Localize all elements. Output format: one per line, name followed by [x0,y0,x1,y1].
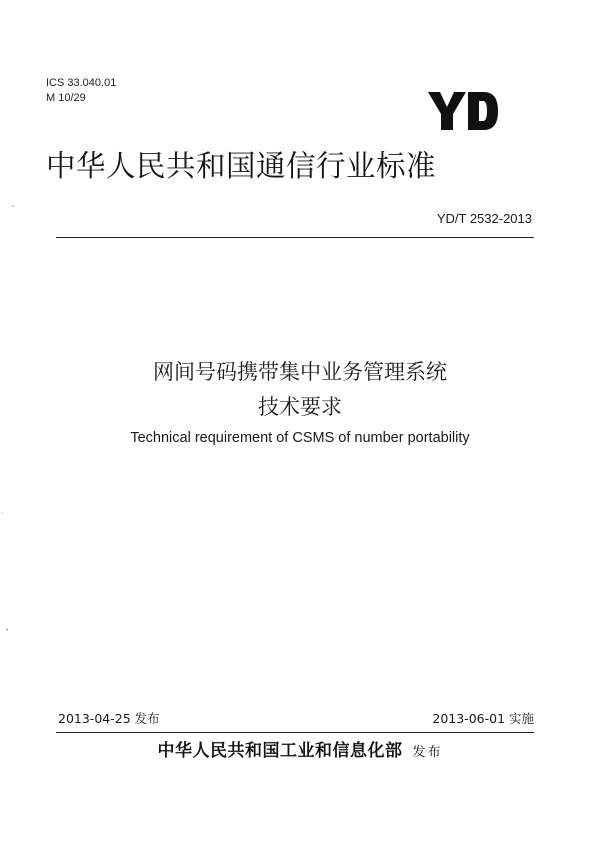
issuer-line [0,738,600,766]
classification-codes [46,76,116,106]
issuer-action: 发布 [412,745,443,760]
scan-speck [6,628,8,631]
scan-speck [12,205,14,207]
document-title-en: Technical requirement of CSMS of number portability [130,430,470,446]
yd-logo-letter-d [468,92,498,130]
scan-speck [2,512,3,514]
document-title-zh-line1: 网间号码携带集中业务管理系统 [153,360,447,384]
ccs-code: M 10/29 [46,92,86,104]
document-title-zh-line2: 技术要求 [258,395,342,419]
yd-logo-letter-y [428,92,466,130]
bottom-divider [56,732,534,733]
standard-category-title: 中华人民共和国通信行业标准 [46,149,437,183]
implementation-date: 2013-06-01 实施 [432,711,534,726]
ics-code: ICS 33.040.01 [46,77,117,89]
issue-date: 2013-04-25 发布 [58,711,160,726]
yd-logo [428,90,500,132]
top-divider [56,237,534,238]
issuer-name: 中华人民共和国工业和信息化部 [157,741,403,761]
standard-number: YD/T 2532-2013 [436,211,532,226]
